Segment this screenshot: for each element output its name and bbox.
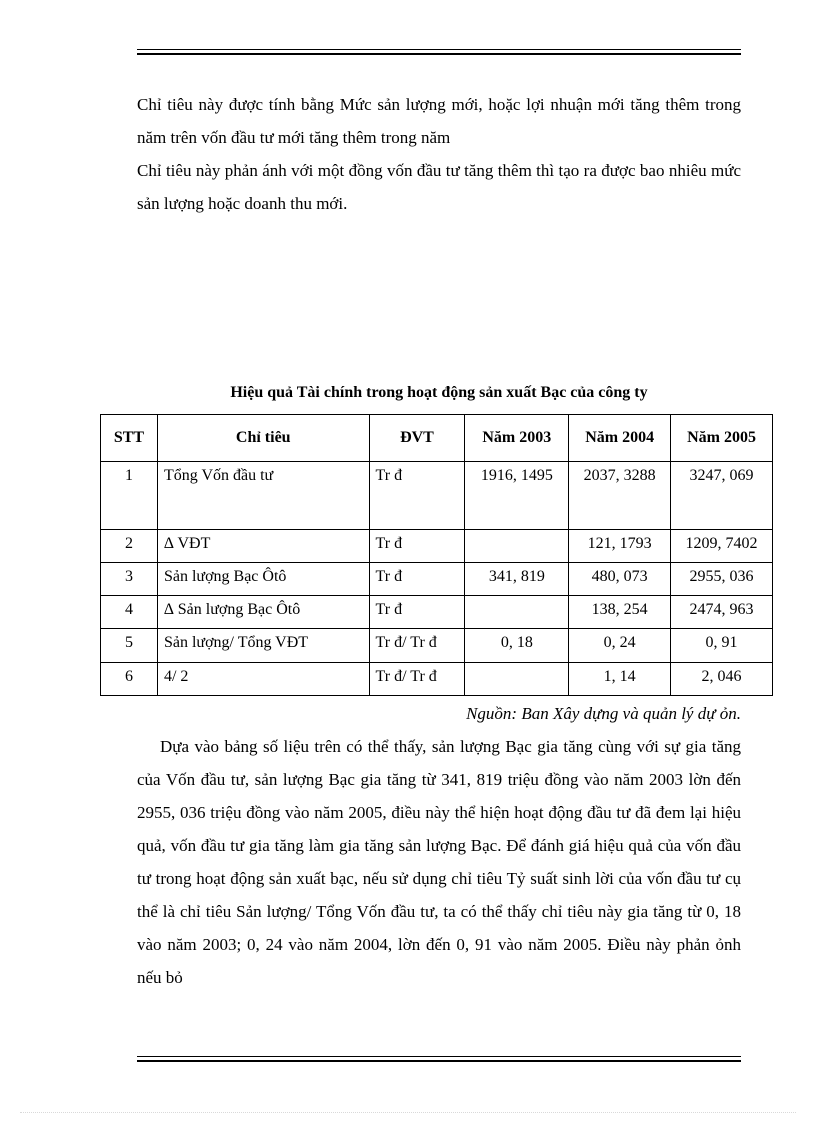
cell-stt: 4: [101, 596, 158, 629]
table-caption: Hiệu quả Tài chính trong hoạt động sản xuất Bạc của công ty: [230, 384, 648, 401]
cell-unit: Tr đ: [369, 563, 465, 596]
footer-rule-thick: [137, 1060, 741, 1062]
cell-2004: 2037, 3288: [569, 462, 671, 530]
cell-2004: 1, 14: [569, 663, 671, 696]
cell-2005: 1209, 7402: [671, 530, 773, 563]
table-row: [101, 462, 773, 530]
cell-stt: 1: [101, 462, 158, 530]
cell-2003: 1916, 1495: [465, 462, 569, 530]
header-rule-thick: [137, 53, 741, 55]
header-rule-thin: [137, 49, 741, 50]
cell-2004: 480, 073: [569, 563, 671, 596]
cell-2004: 121, 1793: [569, 530, 671, 563]
footer-rule-thin: [137, 1056, 741, 1057]
table-row: [101, 629, 773, 663]
cell-2003: 0, 18: [465, 629, 569, 663]
header-year-2005: Năm 2005: [671, 415, 773, 462]
cell-2004: 0, 24: [569, 629, 671, 663]
cell-2003: 341, 819: [465, 563, 569, 596]
cell-2003: [465, 663, 569, 696]
cell-stt: 6: [101, 663, 158, 696]
cell-2003: [465, 530, 569, 563]
header-year-2003: Năm 2003: [465, 415, 569, 462]
cell-stt: 2: [101, 530, 158, 563]
cell-indicator: 4/ 2: [157, 663, 369, 696]
table-source-note: Nguồn: Ban Xây dựng và quản lý dự ỏn.: [466, 704, 741, 723]
page-bottom-border: [20, 1112, 796, 1113]
cell-2005: 2, 046: [671, 663, 773, 696]
table-header-row: [101, 415, 773, 462]
header-indicator: Chỉ tiêu: [157, 415, 369, 462]
table-row: [101, 596, 773, 629]
cell-unit: Tr đ: [369, 596, 465, 629]
table-row: [101, 530, 773, 563]
header-year-2004: Năm 2004: [569, 415, 671, 462]
table-row: [101, 663, 773, 696]
cell-2005: 2955, 036: [671, 563, 773, 596]
cell-indicator: Tổng Vốn đầu tư: [157, 462, 369, 530]
intro-paragraph-2: Chỉ tiêu này phản ánh với một đồng vốn đầu tư tăng thêm thì tạo ra được bao nhiêu mức sản lượng hoặc doanh thu mới.: [137, 161, 741, 213]
intro-paragraph-1: Chỉ tiêu này được tính bằng Mức sản lượng mới, hoặc lợi nhuận mới tăng thêm trong năm trên vốn đầu tư mới tăng thêm trong năm: [137, 95, 741, 147]
cell-2004: 138, 254: [569, 596, 671, 629]
header-stt: STT: [101, 415, 158, 462]
cell-indicator: ∆ VĐT: [157, 530, 369, 563]
cell-indicator: Sản lượng/ Tổng VĐT: [157, 629, 369, 663]
table-row: [101, 563, 773, 596]
cell-unit: Tr đ: [369, 530, 465, 563]
cell-unit: Tr đ/ Tr đ: [369, 629, 465, 663]
analysis-paragraph: Dựa vào bảng số liệu trên có thể thấy, sản lượng Bạc gia tăng cùng với sự gia tăng của Vốn đầu tư, sản lượng Bạc gia tăng từ 341, 819 triệu đồng vào năm 2003 lờn đến 2955, 036 triệu đồng vào năm 2005, điều này thể hiện hoạt động đầu tư đã đem lại hiệu quả, vốn đầu tư gia tăng làm gia tăng sản lượng Bạc. Để đánh giá hiệu quả của vốn đầu tư trong hoạt động sản xuất bạc, nếu sử dụng chỉ tiêu Tỷ suất sinh lời của vốn đầu tư cụ thể là chỉ tiêu Sản lượng/ Tổng Vốn đầu tư, ta có thể thấy chỉ tiêu này gia tăng từ 0, 18 vào năm 2003; 0, 24 vào năm 2004, lờn đến 0, 91 vào năm 2005. Điều này phản ỏnh nếu bỏ: [137, 737, 741, 987]
cell-stt: 3: [101, 563, 158, 596]
cell-indicator: ∆ Sản lượng Bạc Ôtô: [157, 596, 369, 629]
cell-indicator: Sản lượng Bạc Ôtô: [157, 563, 369, 596]
cell-unit: Tr đ/ Tr đ: [369, 663, 465, 696]
cell-2003: [465, 596, 569, 629]
cell-unit: Tr đ: [369, 462, 465, 530]
cell-2005: 2474, 963: [671, 596, 773, 629]
cell-2005: 3247, 069: [671, 462, 773, 530]
cell-2005: 0, 91: [671, 629, 773, 663]
cell-stt: 5: [101, 629, 158, 663]
header-unit: ĐVT: [369, 415, 465, 462]
financial-efficiency-table: [100, 414, 773, 696]
